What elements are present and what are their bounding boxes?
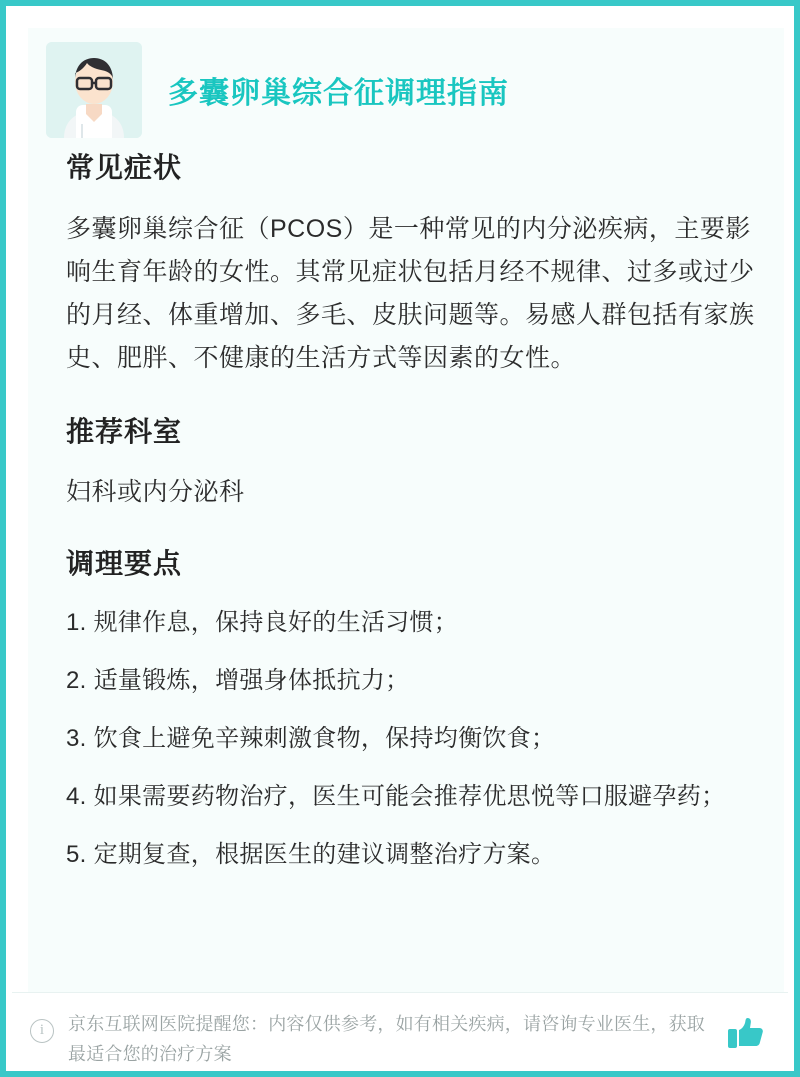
doctor-avatar-icon bbox=[46, 42, 142, 138]
list-item: 2. 适量锻炼，增强身体抵抗力； bbox=[66, 667, 410, 694]
list-item: 3. 饮食上避免辛辣刺激食物，保持均衡饮食； bbox=[66, 725, 556, 752]
section-heading: 常见症状 bbox=[66, 152, 183, 183]
section-heading: 推荐科室 bbox=[66, 416, 183, 447]
footer-disclaimer-bar bbox=[12, 992, 788, 1071]
section-department bbox=[66, 410, 758, 512]
info-icon: i bbox=[30, 1019, 54, 1043]
content-card bbox=[28, 28, 784, 996]
section-heading: 调理要点 bbox=[66, 548, 183, 579]
section-care-points bbox=[66, 542, 758, 874]
page-title: 多囊卵巢综合征调理指南 bbox=[168, 77, 509, 110]
list-item: 4. 如果需要药物治疗，医生可能会推荐优思悦等口服避孕药； bbox=[66, 783, 726, 810]
document-body bbox=[66, 146, 758, 874]
department-value: 妇科或内分泌科 bbox=[66, 478, 245, 506]
disclaimer-text: 京东互联网医院提醒您：内容仅供参考，如有相关疾病，请咨询专业医生，获取最适合您的治疗方案 bbox=[68, 1014, 705, 1064]
section-symptoms bbox=[66, 146, 758, 380]
list-item: 5. 定期复查，根据医生的建议调整治疗方案。 bbox=[66, 841, 556, 868]
thumbs-up-icon[interactable] bbox=[726, 1015, 766, 1051]
care-points-list bbox=[66, 604, 758, 874]
list-item: 1. 规律作息，保持良好的生活习惯； bbox=[66, 609, 459, 636]
section-paragraph: 多囊卵巢综合征（PCOS）是一种常见的内分泌疾病，主要影响生育年龄的女性。其常见症状包括月经不规律、过多或过少的月经、体重增加、多毛、皮肤问题等。易感人群包括有家族史、肥胖、不健康的生活方式等因素的女性。 bbox=[66, 215, 755, 372]
